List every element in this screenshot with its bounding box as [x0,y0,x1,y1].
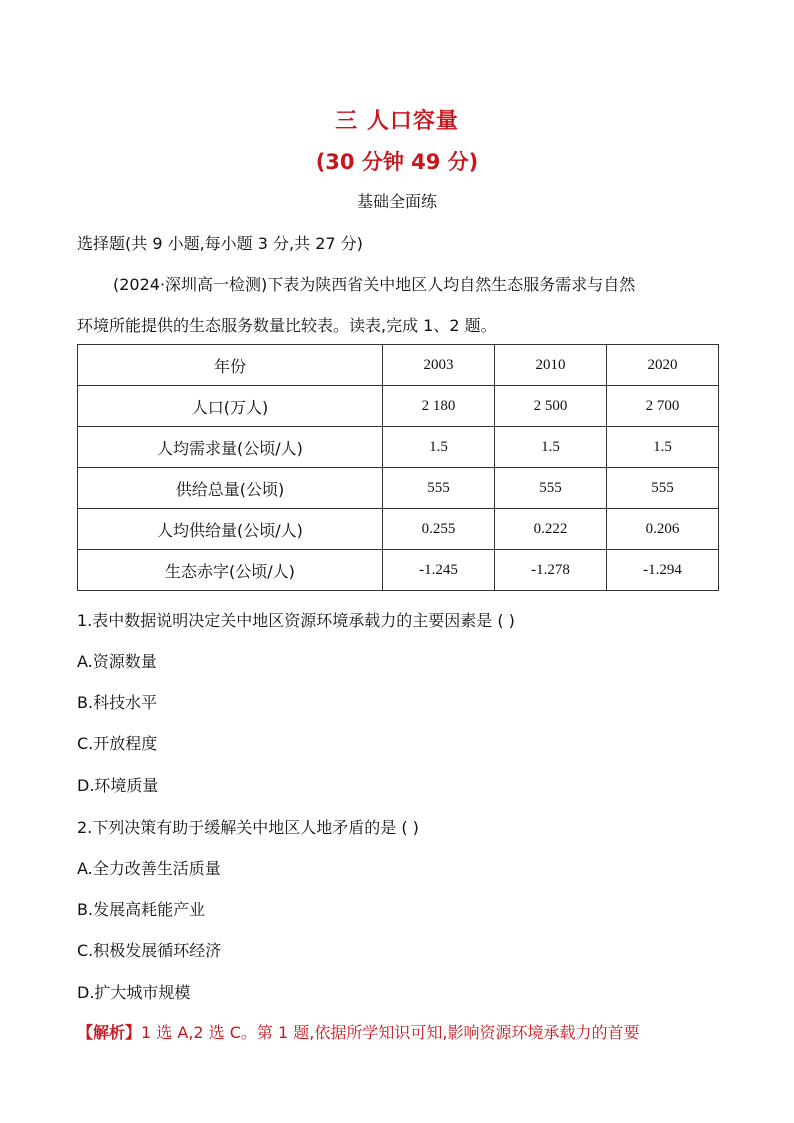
answer-explanation [77,1020,639,1043]
question-2-option-d[interactable]: D.扩大城市规模 [77,983,191,1002]
time-score: (30 分钟 49 分) [315,150,479,174]
question-2-option-c[interactable]: C.积极发展循环经济 [77,941,222,960]
section-heading: 选择题(共 9 小题,每小题 3 分,共 27 分) [77,234,363,253]
intro-line-1: (2024·深圳高一检测)下表为陕西省关中地区人均自然生态服务需求与自然 [113,275,636,294]
lesson-title: 三 人口容量 [335,109,459,134]
table-cell: 1.5 [607,427,719,468]
table-cell: 2 700 [607,386,719,427]
table-cell: 0.255 [383,509,495,550]
table-header-row [78,345,719,386]
table-cell: 0.206 [607,509,719,550]
data-table [77,344,719,591]
row-label: 人均供给量(公顷/人) [78,509,383,550]
question-2-stem: 2.下列决策有助于缓解关中地区人地矛盾的是 ( ) [77,818,419,837]
table-cell: 0.222 [495,509,607,550]
table-cell: 555 [607,468,719,509]
question-1-option-c[interactable]: C.开放程度 [77,734,158,753]
row-label: 人均需求量(公顷/人) [78,427,383,468]
answer-text: 1 选 A,2 选 C。第 1 题,依据所学知识可知,影响资源环境承载力的首要 [141,1023,640,1042]
row-label: 生态赤字(公顷/人) [78,550,383,591]
table-row [78,509,719,550]
header-cell: 2003 [383,345,495,386]
question-2-option-a[interactable]: A.全力改善生活质量 [77,859,221,878]
table-cell: 2 500 [495,386,607,427]
header-cell: 2010 [495,345,607,386]
table-cell: 555 [383,468,495,509]
table-row [78,386,719,427]
table-cell: -1.245 [383,550,495,591]
question-1-stem: 1.表中数据说明决定关中地区资源环境承载力的主要因素是 ( ) [77,611,515,630]
practice-subtitle: 基础全面练 [356,192,437,211]
question-1-option-d[interactable]: D.环境质量 [77,776,159,795]
header-cell: 2020 [607,345,719,386]
table-cell: -1.294 [607,550,719,591]
table-row [78,550,719,591]
answer-tag: 【解析】 [77,1023,142,1042]
table-cell: -1.278 [495,550,607,591]
row-label: 人口(万人) [78,386,383,427]
row-label: 供给总量(公顷) [78,468,383,509]
table-cell: 555 [495,468,607,509]
question-1-option-a[interactable]: A.资源数量 [77,652,157,671]
question-1-option-b[interactable]: B.科技水平 [77,693,158,712]
intro-line-2: 环境所能提供的生态服务数量比较表。读表,完成 1、2 题。 [77,316,497,335]
table-cell: 1.5 [383,427,495,468]
question-2-option-b[interactable]: B.发展高耗能产业 [77,900,206,919]
table-cell: 2 180 [383,386,495,427]
table-cell: 1.5 [495,427,607,468]
header-cell: 年份 [78,345,383,386]
table-row [78,427,719,468]
table-row [78,468,719,509]
